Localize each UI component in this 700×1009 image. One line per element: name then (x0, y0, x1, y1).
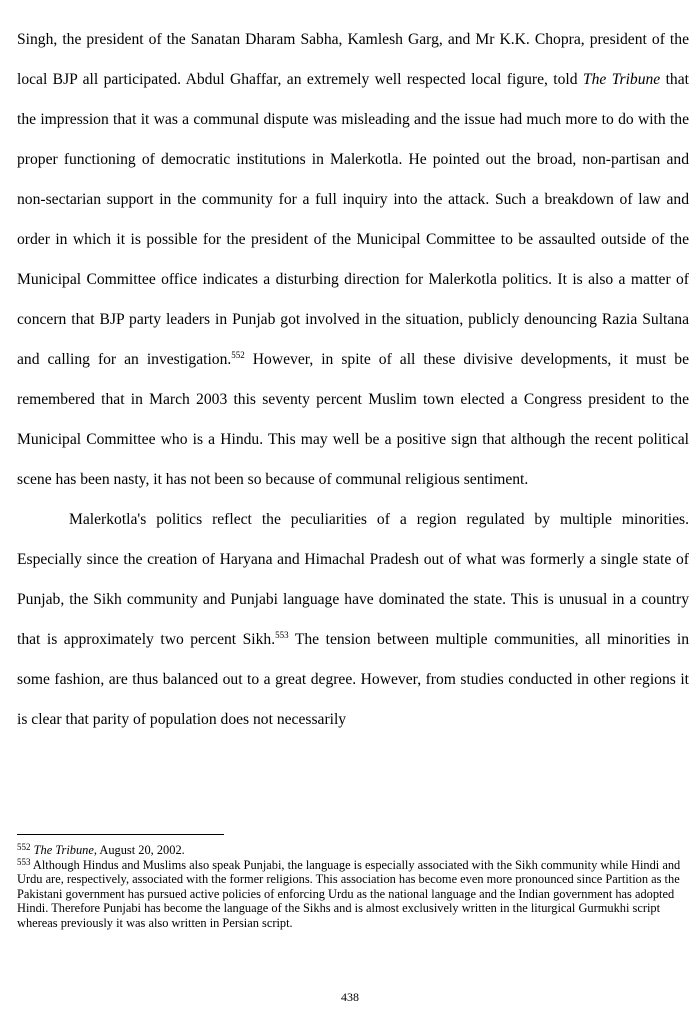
body-text (17, 20, 689, 740)
newspaper-title: The Tribune (582, 71, 661, 88)
footnote-553 (17, 858, 689, 931)
footnote-text: , August 20, 2002. (93, 843, 185, 857)
paragraph-1-text-a: Singh, the president of the Sanatan Dharam Sabha, Kamlesh Garg, and Mr K.K. Chopra, president of the local BJP all participated. Abdul Ghaffar, an extremely well respected local figure, told (17, 31, 689, 88)
footnotes (17, 843, 689, 930)
paragraph-1-text-c: However, in spite of all these divisive developments, it must be remembered that in March 2003 this seventy percent Muslim town elected a Congress president to the Municipal Committee who is a Hindu. This may well be a positive sign that although the recent political scene has been nasty, it has not been so because of communal religious sentiment. (17, 351, 689, 488)
footnote-number: 553 (17, 856, 31, 867)
footnote-source-title: The Tribune (33, 843, 94, 857)
paragraph-1 (17, 20, 689, 500)
footnote-ref-553[interactable]: 553 (275, 630, 289, 640)
footnote-number: 552 (17, 842, 31, 852)
footnote-divider (17, 834, 224, 835)
paragraph-2-text-a: Malerkotla's politics reflect the peculiarities of a region regulated by multiple minorities. Especially since the creation of Haryana and Himachal Pradesh out of what was formerly a single state of Punjab, the Sikh community and Punjabi language have dominated the state. This is unusual in a country that is approximately two percent Sikh. (17, 511, 689, 648)
footnote-552 (17, 843, 689, 858)
paragraph-2-text-b: The tension between multiple communities, all minorities in some fashion, are thus balanced out to a great degree. However, from studies conducted in other regions it is clear that parity of population does not necessarily (17, 631, 689, 728)
footnote-text: Although Hindus and Muslims also speak Punjabi, the language is especially associated with the Sikh community while Hindi and Urdu are, respectively, associated with the former religions. This association has become even more pronounced since Partition as the Pakistani government has pursued active policies of enforcing Urdu as the national language and the Indian government has adopted Hindi. Therefore Punjabi has become the language of the Sikhs and is almost exclusively written in the liturgical Gurmukhi script whereas previously it was also written in Persian script. (17, 857, 681, 930)
page-number: 438 (341, 990, 359, 1004)
paragraph-1-text-b: that the impression that it was a communal dispute was misleading and the issue had much more to do with the proper functioning of democratic institutions in Malerkotla. He pointed out the broad, non-partisan and non-sectarian support in the community for a full inquiry into the attack. Such a breakdown of law and order in which it is possible for the president of the Municipal Committee to be assaulted outside of the Municipal Committee office indicates a disturbing direction for Malerkotla politics. It is also a matter of concern that BJP party leaders in Punjab got involved in the situation, publicly denouncing Razia Sultana and calling for an investigation. (17, 71, 689, 368)
paragraph-2 (17, 500, 689, 740)
footnote-ref-552[interactable]: 552 (231, 350, 245, 360)
